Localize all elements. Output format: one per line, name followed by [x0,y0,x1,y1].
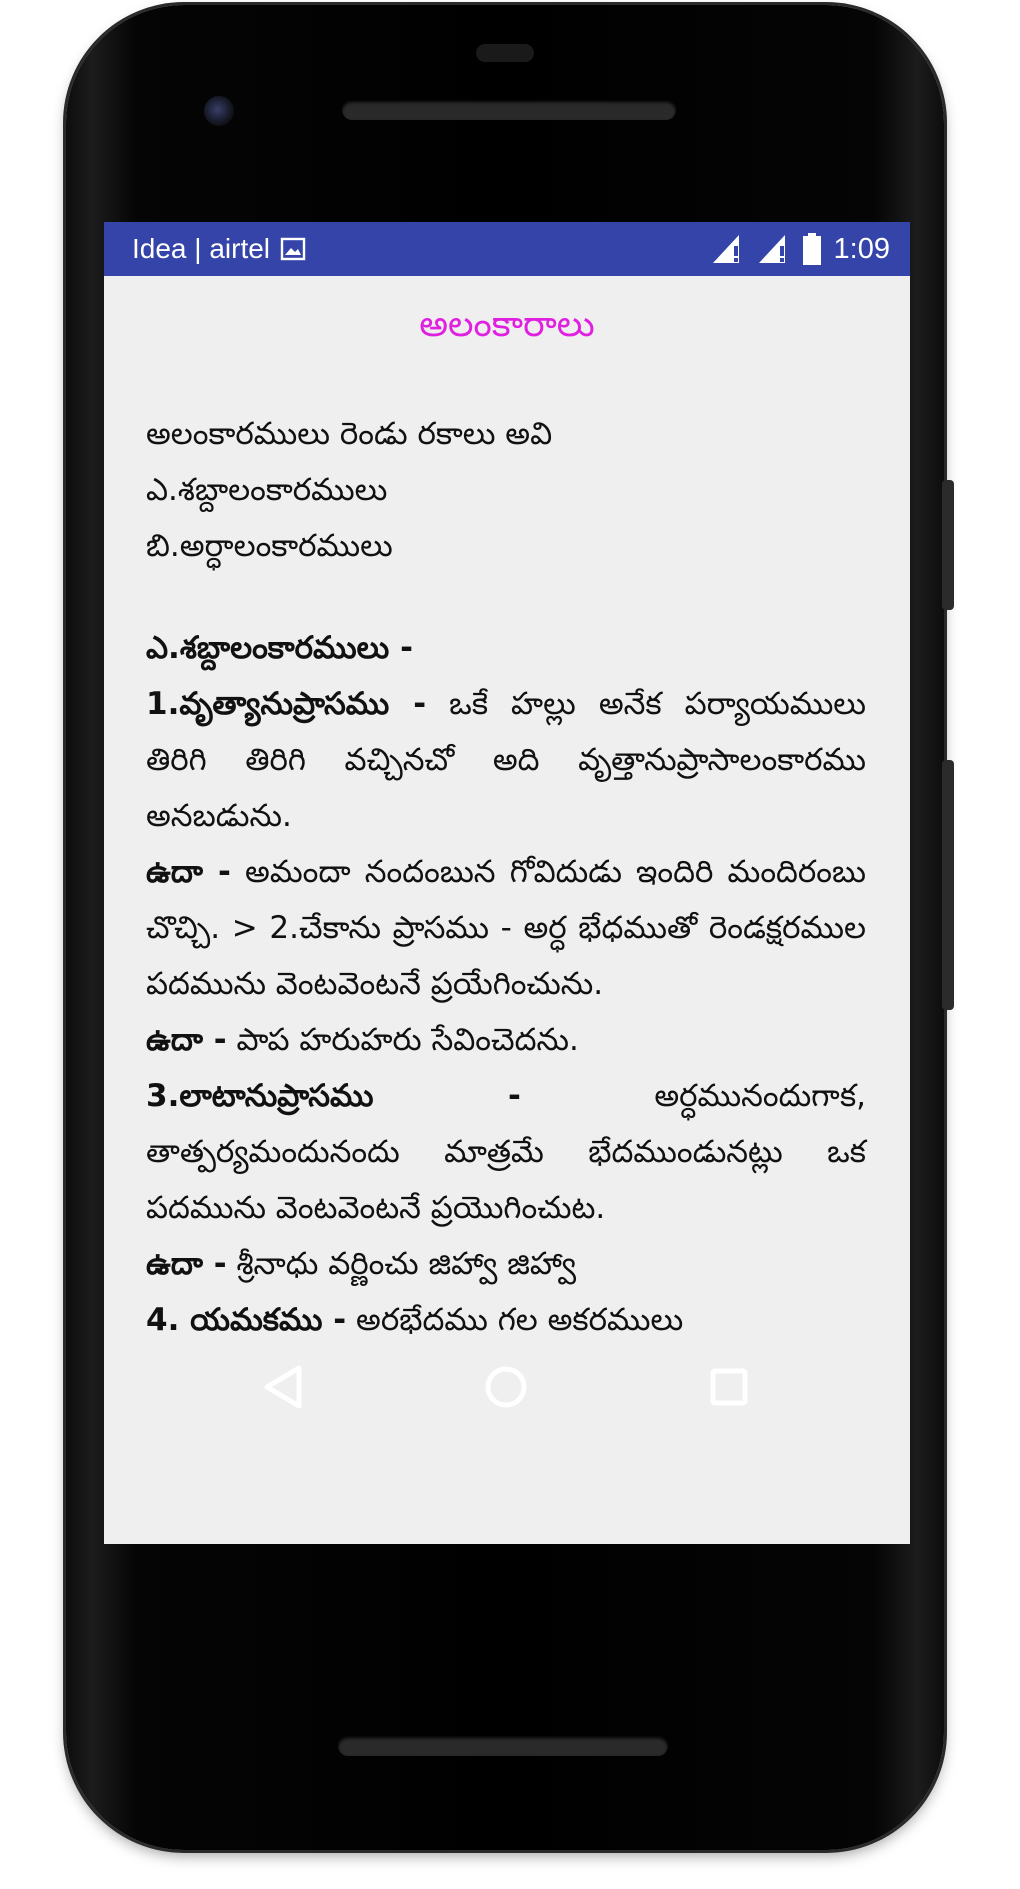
bottom-speaker [338,1736,668,1756]
battery-icon [802,232,822,266]
intro-line: అలంకారములు రెండు రకాలు అవి [146,416,553,452]
earpiece-speaker [342,100,676,120]
paragraph [146,844,866,1012]
home-icon [483,1364,529,1410]
back-button[interactable] [238,1344,328,1430]
intro-line: ఎ.శబ్దాలంకారములు [146,472,388,508]
front-camera [204,96,234,126]
paragraph-term: 1.వృత్యానుప్రాసము - [146,686,427,722]
paragraph [146,1236,866,1292]
proximity-sensor [476,44,534,62]
volume-button [942,760,954,1010]
paragraph [146,676,866,844]
page-title: అలంకారాలు [419,304,595,345]
status-right [710,232,890,266]
recents-button[interactable] [684,1344,774,1430]
section-heading: ఎ.శబ్దాలంకారములు - [146,630,413,666]
paragraph-term: 3.లాటానుప్రాసము - [146,1078,521,1114]
paragraph-term: ఉదా - [146,1022,227,1058]
paragraph-text: శ్రీనాధు వర్ణించు జిహ్వా జిహ్వా [226,1246,577,1282]
paragraph [146,1068,866,1236]
status-left [132,233,306,265]
carrier-label: Idea | airtel [132,233,271,264]
paragraph-text: ఒకే హల్లు అనేక పర్యాయములు తిరిగి తిరిగి వచ్చినచో అది వృత్తానుప్రాసాలంకారము అనబడును. [146,686,866,834]
paragraph-term: ఉదా - [146,1246,227,1282]
recents-icon [708,1366,750,1408]
intro-line: బి.అర్ధాలంకారములు [146,528,393,564]
paragraph-text: అరభేదము గల అకరములు [346,1302,684,1338]
paragraph-text: పాప హరుహరు సేవించెదను. [226,1022,579,1058]
content-scroll-area[interactable] [104,276,910,1436]
clock: 1:09 [833,232,890,265]
paragraph-term: ఉదా - [146,854,231,890]
signal-sim2-icon [756,232,790,266]
home-button[interactable] [461,1344,551,1430]
paragraph-text: అమందా నందంబున గోవిదుడు ఇందిరి మందిరంబు చొచ్చి. > 2.చేకాను ప్రాసము - అర్ధ భేధముతో రెండక్షరముల పదమును వెంటవెంటనే ప్రయేగించును. [146,854,867,1002]
navigation-bar [104,1322,910,1452]
article-body [146,406,866,1348]
paragraph-text: అర్ధమునందుగాక, తాత్పర్యమందునందు మాత్రమే భేదముండునట్లు ఒక పదమును వెంటవెంటనే ప్రయొగించుట. [146,1078,866,1226]
paragraph [146,1012,866,1068]
paragraph-term: 4. యమకము - [146,1302,347,1338]
signal-sim1-icon [710,232,744,266]
status-bar [104,222,910,276]
back-icon [261,1364,305,1410]
power-button [942,480,954,610]
spacer [146,574,866,620]
image-notification-icon [280,236,306,262]
